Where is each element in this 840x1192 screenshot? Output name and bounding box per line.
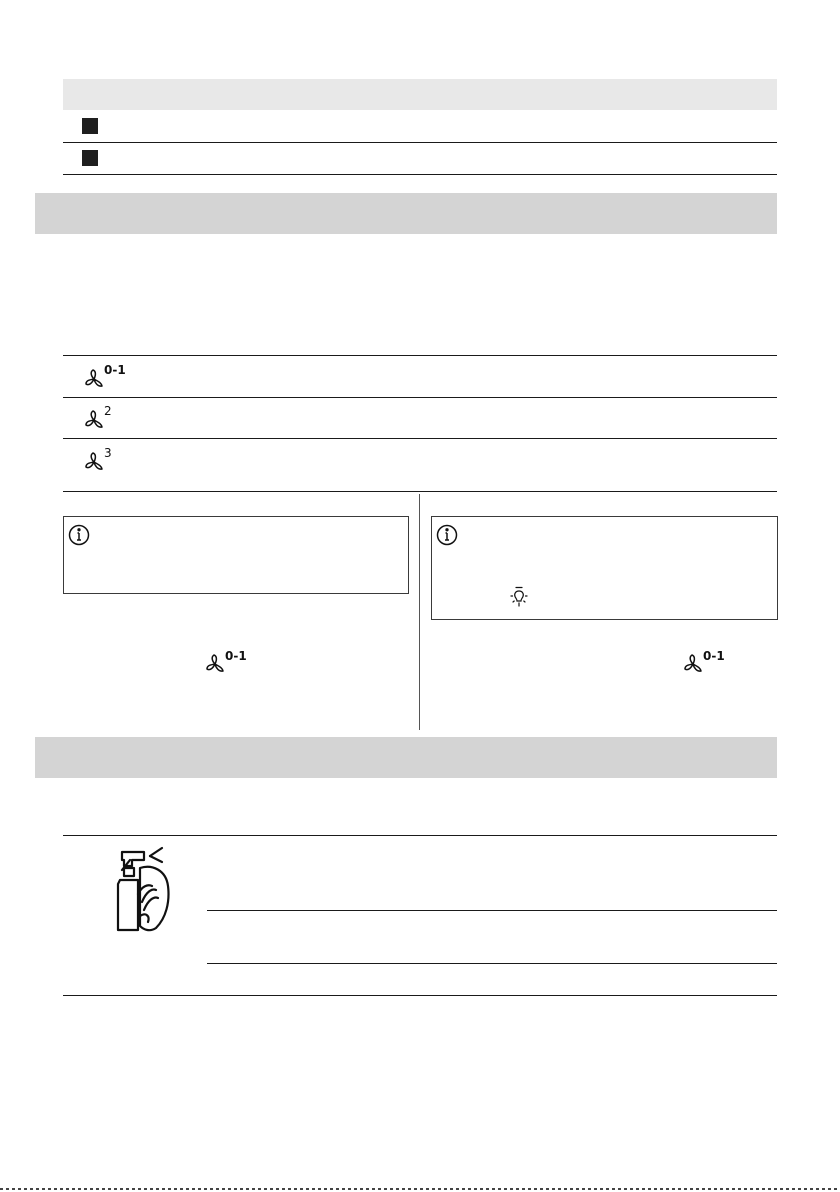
info-note-box xyxy=(63,516,409,594)
divider xyxy=(63,995,777,996)
column-divider xyxy=(419,494,420,730)
fan-level-label: 0-1 xyxy=(225,649,247,663)
info-icon xyxy=(436,524,458,551)
divider xyxy=(207,910,777,911)
divider xyxy=(63,491,777,492)
divider xyxy=(63,142,777,143)
divider xyxy=(207,963,777,964)
square-icon xyxy=(82,150,98,166)
divider xyxy=(63,835,777,836)
info-note-box xyxy=(431,516,778,620)
divider xyxy=(63,355,777,356)
fan-icon xyxy=(84,409,104,429)
fan-level-label: 0-1 xyxy=(104,363,126,377)
light-bulb-icon xyxy=(508,586,530,613)
divider xyxy=(63,438,777,439)
fan-level-label: 0-1 xyxy=(703,649,725,663)
divider xyxy=(63,397,777,398)
cleaning-spray-icon xyxy=(110,846,176,939)
fan-icon xyxy=(84,451,104,471)
top-table-header xyxy=(63,79,777,110)
fan-level-label: 2 xyxy=(104,404,112,418)
divider xyxy=(63,174,777,175)
fan-icon xyxy=(683,653,703,673)
square-icon xyxy=(82,118,98,134)
info-icon xyxy=(68,524,90,551)
fan-level-label: 3 xyxy=(104,446,112,460)
fan-icon xyxy=(205,653,225,673)
fan-icon xyxy=(84,368,104,388)
section-header-bar xyxy=(35,737,777,778)
section-header-bar xyxy=(35,193,777,234)
page-edge xyxy=(0,1188,840,1190)
